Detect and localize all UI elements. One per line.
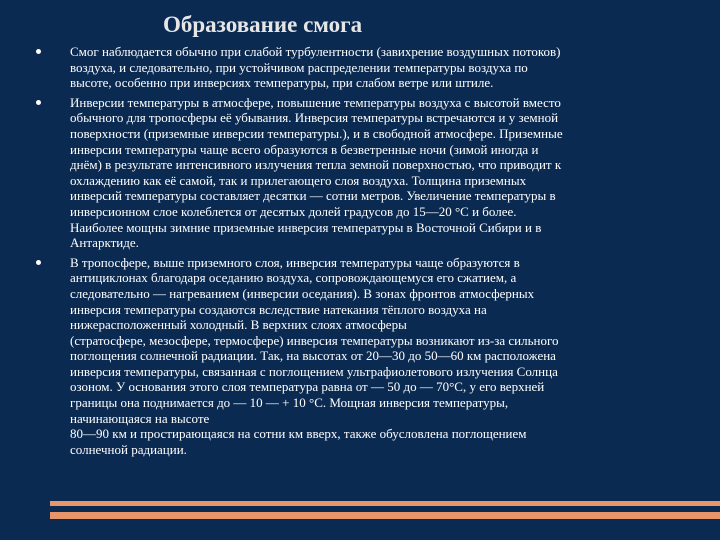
bullet-line: солнечной радиации. — [70, 441, 187, 457]
bullet-item — [36, 255, 688, 458]
bullet-item — [36, 44, 688, 91]
bullet-line: нижерасположенный холодный. В верхних слоях атмосферы — [70, 317, 407, 333]
bullet-line: охлаждению как её самой, так и прилегающего слоя воздуха. Толщина приземных — [70, 172, 527, 188]
bullet-line: озоном. У основания этого слоя температура равна от — 50 до — 70°С, у его верхней — [70, 379, 545, 395]
bullet-marker — [36, 49, 41, 54]
bullet-line: начинающаяся на высоте — [70, 410, 210, 426]
bullet-line: инверсии температуры чаще всего образуются в безветренные ночи (зимой иногда и — [70, 141, 539, 157]
bullet-line: обычного для тропосферы её убывания. Инверсия температуры встречаются и у земной — [70, 110, 559, 126]
bullet-line: границы она поднимается до — 10 — + 10 °С. Мощная инверсия температуры, — [70, 395, 509, 411]
bullet-line: антициклонах благодаря оседанию воздуха, сопровождающемуся его сжатием, а — [70, 270, 517, 286]
bullet-line: инверсия температуры создаются вследствие натекания тёплого воздуха на — [70, 301, 487, 317]
bullet-line: 80—90 км и простирающаяся на сотни км вверх, также обусловлена поглощением — [70, 426, 527, 442]
bullet-line: поверхности (приземные инверсии температуры.), и в свободной атмосфере. Приземные — [70, 125, 563, 141]
bullet-line: следовательно — нагреванием (инверсии оседания). В зонах фронтов атмосферных — [70, 285, 535, 301]
bullet-marker — [36, 100, 41, 105]
bullet-line: днём) в результате интенсивного излучения тепла земной поверхностью, что приводит к — [70, 157, 562, 173]
slide-title: Образование смога — [163, 12, 363, 37]
bullet-line: Инверсии температуры в атмосфере, повышение температуры воздуха с высотой вместо — [70, 94, 561, 110]
bullet-line: инверсионном слое колеблется от десятых долей градусов до 15—20 °С и более. — [70, 203, 517, 219]
bullet-list — [36, 44, 688, 461]
bullet-marker — [36, 260, 41, 265]
bullet-line: поглощения солнечной радиации. Так, на высотах от 20—30 до 50—60 км расположена — [70, 348, 556, 364]
accent-stripe-bottom — [50, 512, 720, 519]
bullet-line: Смог наблюдается обычно при слабой турбулентности (завихрение воздушных потоков) — [70, 44, 561, 59]
bullet-item — [36, 95, 688, 251]
bullet-line: воздуха, и следовательно, при устойчивом распределении температуры воздуха по — [70, 59, 528, 75]
bullet-line: Наиболее мощны зимние приземные инверсия температуры в Восточной Сибири и в — [70, 219, 542, 235]
bullet-line: Антарктиде. — [70, 235, 139, 251]
bullet-line: инверсий температуры составляет десятки — сотни метров. Увеличение температуры в — [70, 188, 556, 204]
bullet-line: В тропосфере, выше приземного слоя, инверсия температуры чаще образуются в — [70, 254, 520, 270]
bullet-line: (стратосфере, мезосфере, термосфере) инверсия температуры возникают из-за сильного — [70, 332, 559, 348]
bullet-line: высоте, особенно при инверсиях температуры, при слабом ветре или штиле. — [70, 75, 494, 91]
accent-stripe-top — [50, 501, 720, 506]
bullet-line: инверсия температуры, связанная с поглощением ультрафиолетового излучения Солнца — [70, 363, 558, 379]
